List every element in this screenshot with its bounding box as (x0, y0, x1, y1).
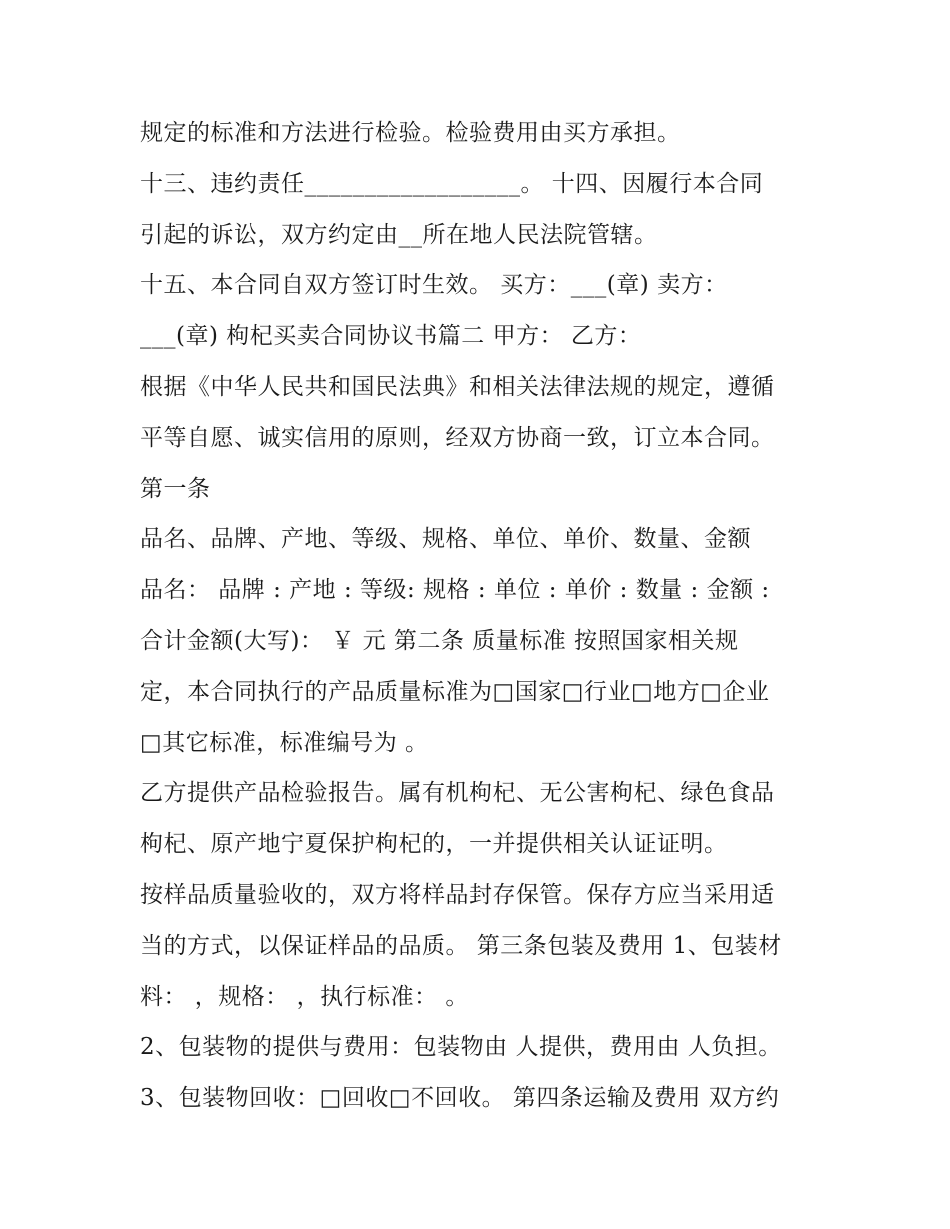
text-line: 定，本合同执行的产品质量标准为□国家□行业□地方□企业 (140, 678, 770, 705)
text-line: 当的方式，以保证样品的品质。 第三条包装及费用 1、包装材 (140, 932, 782, 959)
section-heading: 第一条 (140, 475, 211, 502)
text-line: 十五、本合同自双方签订时生效。 买方：___(章) 卖方： (140, 272, 728, 299)
text-line: 合计金额(大写)： ￥ 元 第二条 质量标准 按照国家相关规 (140, 627, 739, 654)
text-line: 2、包装物的提供与费用：包装物由 人提供，费用由 人负担。 (140, 1034, 782, 1061)
text-line: 规定的标准和方法进行检验。检验费用由买方承担。 (140, 120, 681, 146)
text-line: 按样品质量验收的，双方将样品封存保管。保存方应当采用适 (140, 881, 775, 908)
text-line: ___(章) 枸杞买卖合同协议书篇二 甲方： 乙方： (140, 323, 642, 350)
text-line: □其它标准，标准编号为 。 (140, 729, 429, 756)
text-line: 平等自愿、诚实信用的原则，经双方协商一致，订立本合同。 (140, 424, 775, 451)
text-line: 乙方提供产品检验报告。属有机枸杞、无公害枸杞、绿色食品 (140, 780, 775, 807)
text-line: 十三、违约责任__________________。 十四、因履行本合同 (140, 170, 764, 197)
document-body (140, 108, 820, 1124)
text-line: 引起的诉讼，双方约定由__所在地人民法院管辖。 (140, 221, 658, 248)
text-line: 3、包装物回收：□回收□不回收。 第四条运输及费用 双方约 (140, 1085, 780, 1112)
text-line: 根据《中华人民共和国民法典》和相关法律法规的规定，遵循 (140, 373, 775, 400)
text-line: 枸杞、原产地宁夏保护枸杞的，一并提供相关认证证明。 (140, 831, 728, 858)
text-line: 品名： 品牌 : 产地 : 等级: 规格 : 单位 : 单价 : 数量 : 金额 : (140, 577, 770, 604)
text-line: 料： ，规格： ，执行标准： 。 (140, 983, 469, 1010)
text-line: 品名、品牌、产地、等级、规格、单位、单价、数量、金额 (140, 526, 751, 553)
